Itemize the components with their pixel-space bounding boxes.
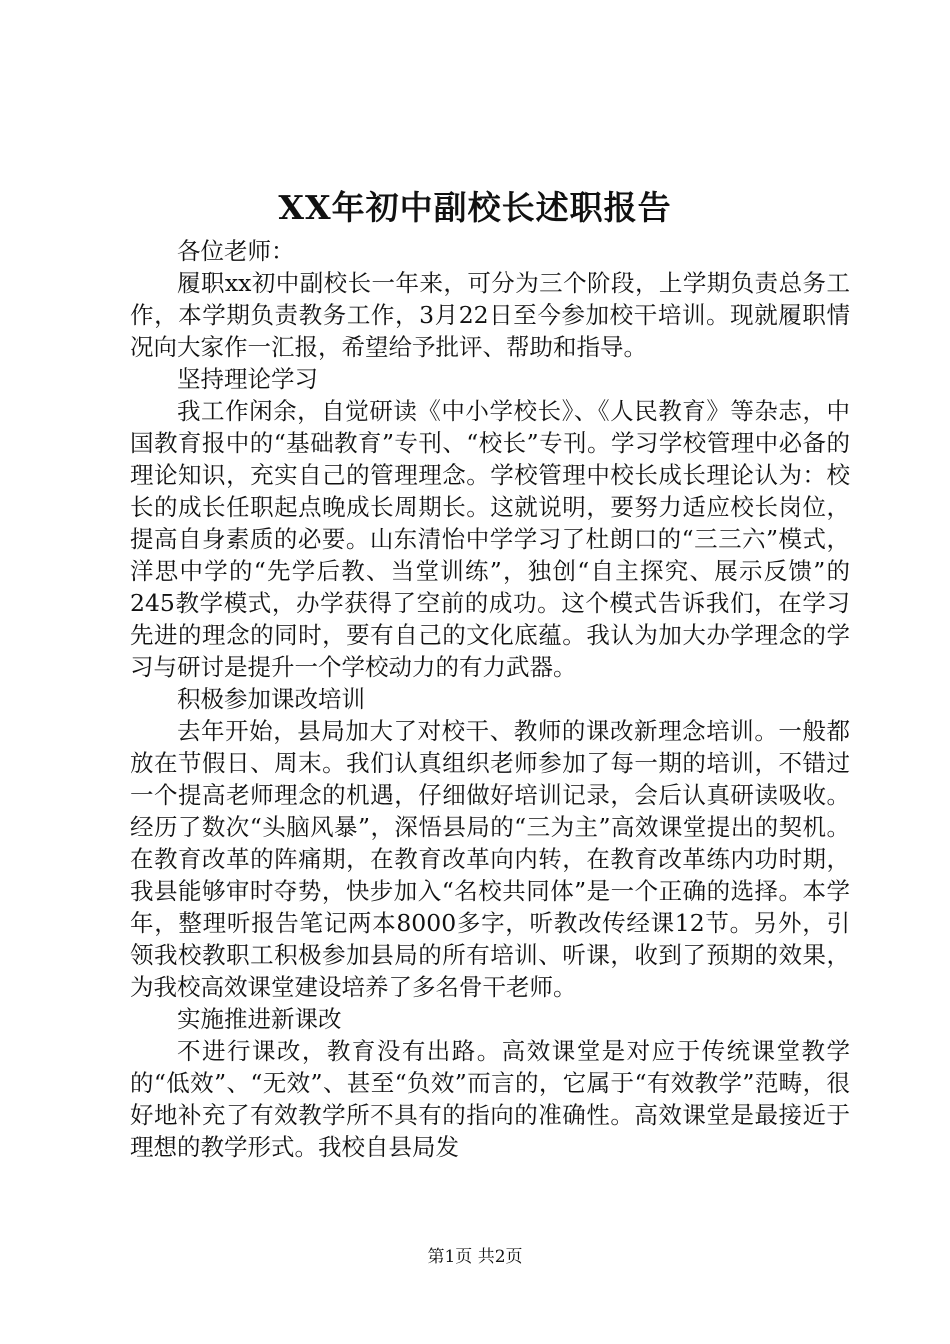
section-paragraph-reform: 不进行课改，教育没有出路。高效课堂是对应于传统课堂教学的“低效”、“无效”、甚至“负效”而言的，它属于“有效教学”范畴，很好地补充了有效教学所不具有的指向的准确性。高效课堂是最接近于理想的教学形式。我校自县局发	[130, 1037, 850, 1161]
section-heading-reform: 实施推进新课改	[177, 1005, 342, 1033]
document-title: XX年初中副校长述职报告	[278, 188, 672, 227]
section-heading-training: 积极参加课改培训	[177, 685, 365, 713]
salutation: 各位老师：	[177, 237, 295, 265]
section-paragraph-theory: 我工作闲余，自觉研读《中小学校长》、《人民教育》等杂志，中国教育报中的“基础教育”专刊、“校长”专刊。学习学校管理中必备的理论知识，充实自己的管理理念。学校管理中校长成长理论认为：校长的成长任职起点晚成长周期长。这就说明，要努力适应校长岗位，提高自身素质的必要。山东清怡中学学习了杜朗口的“三三六”模式，洋思中学的“先学后教、当堂训练”，独创“自主探究、展示反馈”的245教学模式，办学获得了空前的成功。这个模式告诉我们，在学习先进的理念的同时，要有自己的文化底蕴。我认为加大办学理念的学习与研讨是提升一个学校动力的有力武器。	[130, 397, 850, 681]
section-heading-theory: 坚持理论学习	[177, 365, 318, 393]
page-footer: 第1页 共2页	[427, 1247, 523, 1267]
intro-paragraph: 履职xx初中副校长一年来，可分为三个阶段，上学期负责总务工作，本学期负责教务工作，3月22日至今参加校干培训。现就履职情况向大家作一汇报，希望给予批评、帮助和指导。	[130, 269, 850, 361]
document-body	[130, 235, 850, 1163]
section-paragraph-training: 去年开始，县局加大了对校干、教师的课改新理念培训。一般都放在节假日、周末。我们认真组织老师参加了每一期的培训，不错过一个提高老师理念的机遇，仔细做好培训记录，会后认真研读吸收。经历了数次“头脑风暴”，深悟县局的“三为主”高效课堂提出的契机。在教育改革的阵痛期，在教育改革向内转，在教育改革练内功时期，我县能够审时夺势，快步加入“名校共同体”是一个正确的选择。本学年，整理听报告笔记两本8000多字，听教改传经课12节。另外，引领我校教职工积极参加县局的所有培训、听课，收到了预期的效果，为我校高效课堂建设培养了多名骨干老师。	[130, 717, 850, 1001]
